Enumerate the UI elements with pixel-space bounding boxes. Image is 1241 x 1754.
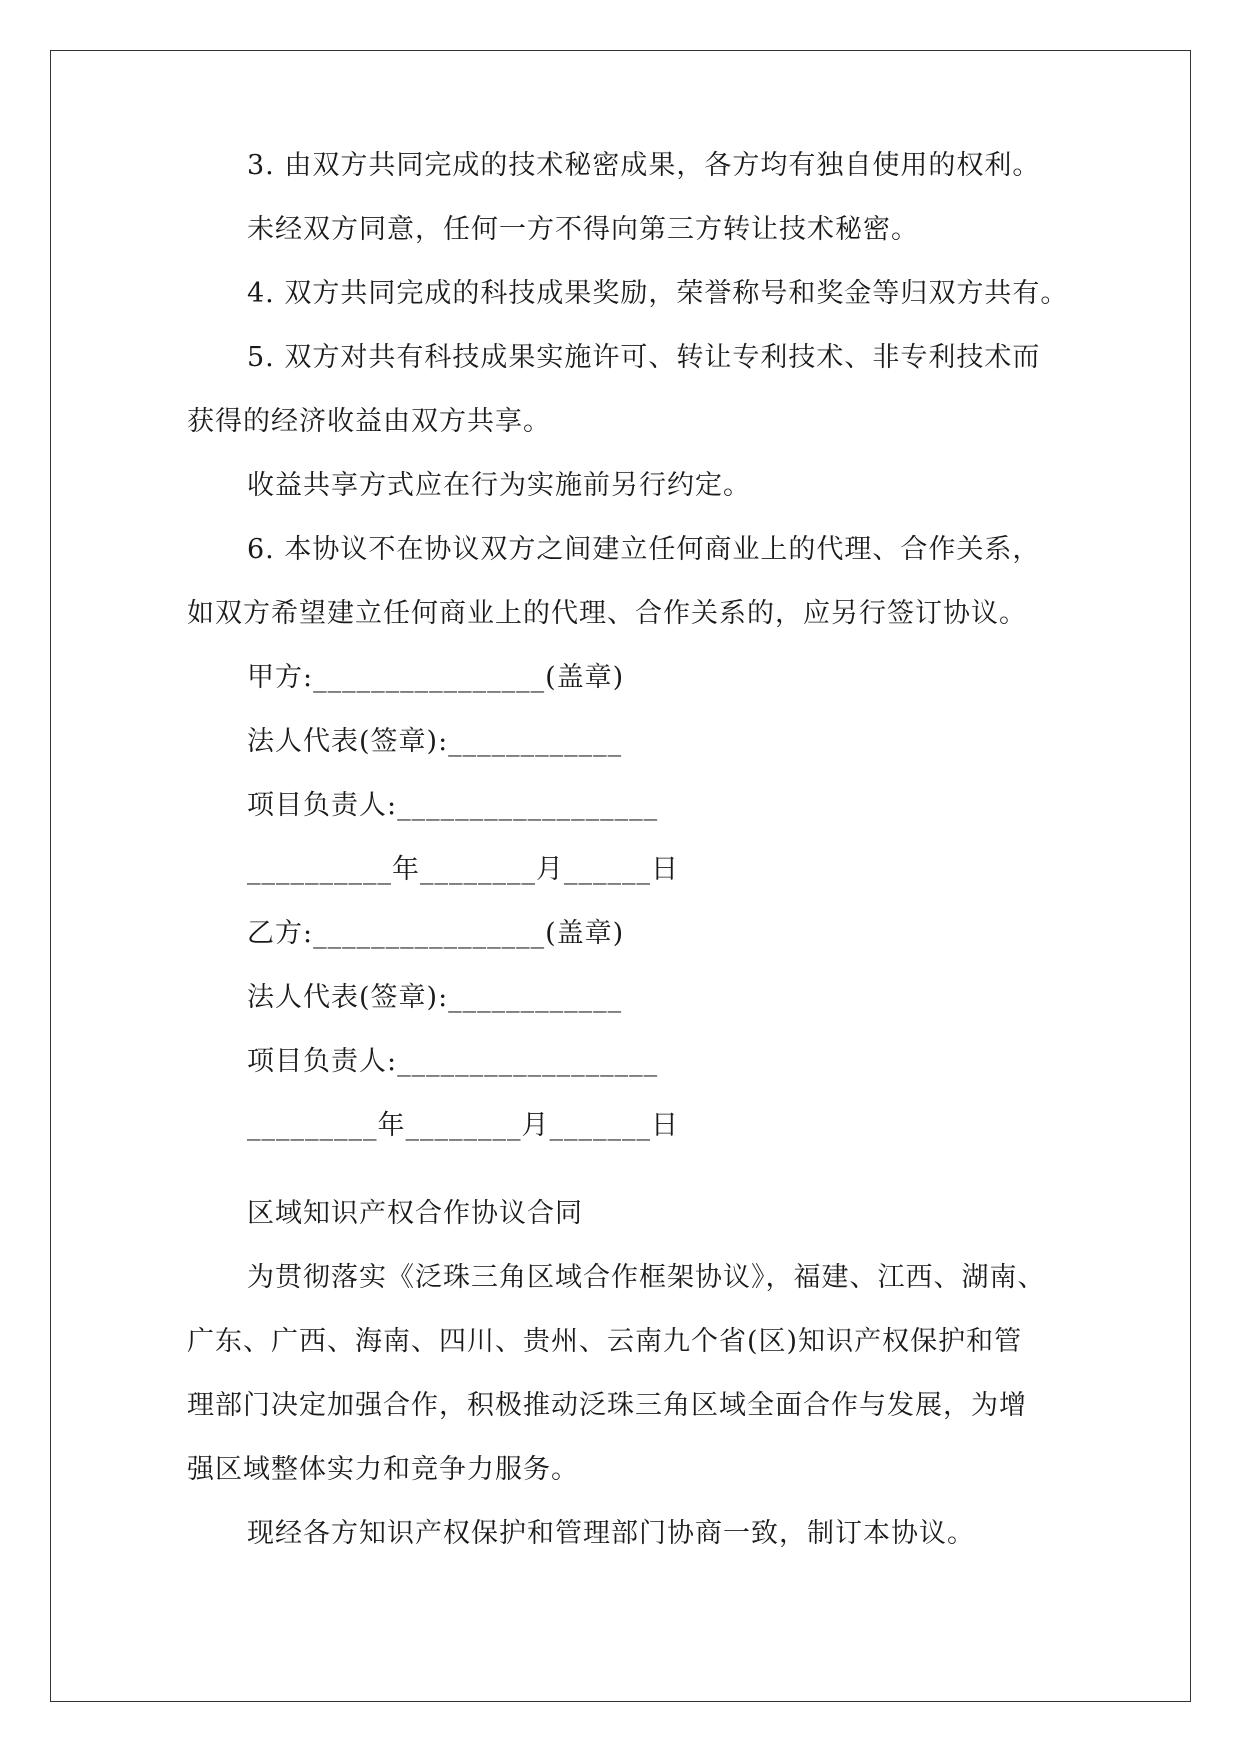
party-a-date-line: __________年________月______日 (247, 854, 679, 885)
clause-5-line-2: 获得的经济收益由双方共享。 (187, 406, 551, 437)
party-a-seal-line: 甲方:________________(盖章) (247, 662, 625, 693)
preamble-line-5: 现经各方知识产权保护和管理部门协商一致，制订本协议。 (247, 1518, 975, 1549)
clause-3-line-1: 3. 由双方共同完成的技术秘密成果，各方均有独自使用的权利。 (247, 150, 1041, 181)
clause-3-line-2: 未经双方同意，任何一方不得向第三方转让技术秘密。 (247, 214, 919, 245)
clause-6-line-1: 6. 本协议不在协议双方之间建立任何商业上的代理、合作关系， (247, 534, 1041, 565)
clause-5-line-3: 收益共享方式应在行为实施前另行约定。 (247, 470, 751, 501)
party-a-project-lead-line: 项目负责人:__________________ (247, 790, 659, 821)
preamble-line-2: 广东、广西、海南、四川、贵州、云南九个省(区)知识产权保护和管 (187, 1326, 1023, 1357)
preamble-line-4: 强区域整体实力和竞争力服务。 (187, 1454, 579, 1485)
party-b-date-line: _________年________月_______日 (247, 1110, 679, 1141)
party-b-seal-line: 乙方:________________(盖章) (247, 918, 625, 949)
clause-4: 4. 双方共同完成的科技成果奖励，荣誉称号和奖金等归双方共有。 (247, 278, 1069, 309)
clause-6-line-2: 如双方希望建立任何商业上的代理、合作关系的，应另行签订协议。 (187, 598, 1027, 629)
section-title: 区域知识产权合作协议合同 (247, 1198, 583, 1229)
party-b-legal-rep-line: 法人代表(签章):____________ (247, 982, 623, 1013)
preamble-line-3: 理部门决定加强合作，积极推动泛珠三角区域全面合作与发展，为增 (187, 1390, 1027, 1421)
party-b-project-lead-line: 项目负责人:__________________ (247, 1046, 659, 1077)
party-a-legal-rep-line: 法人代表(签章):____________ (247, 726, 623, 757)
clause-5-line-1: 5. 双方对共有科技成果实施许可、转让专利技术、非专利技术而 (247, 342, 1041, 373)
preamble-line-1: 为贯彻落实《泛珠三角区域合作框架协议》，福建、江西、湖南、 (247, 1262, 1046, 1293)
